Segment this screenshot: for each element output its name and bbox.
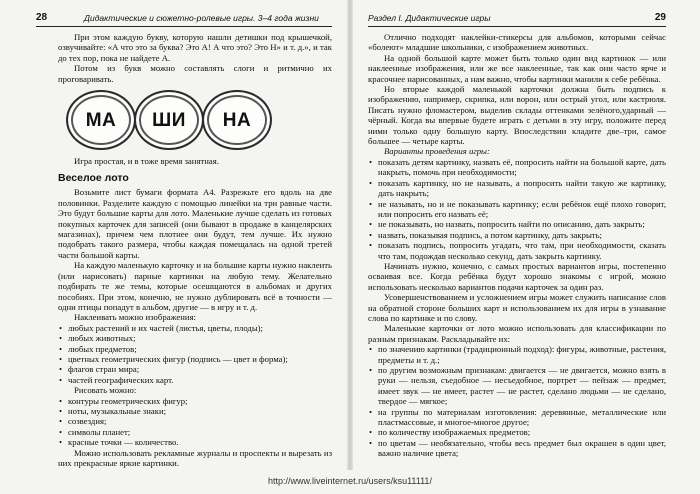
left-page xyxy=(0,0,348,470)
syllable-cap xyxy=(134,90,204,150)
variants-list xyxy=(368,157,666,261)
source-watermark: http://www.liveinternet.ru/users/ksu11111/ xyxy=(268,476,432,486)
list-item: • флагов стран мира; xyxy=(58,364,332,374)
syllable-cap xyxy=(202,90,272,150)
paragraph: При этом каждую букву, которую нашли детишки под крышечкой, озвучивайте: «А что это за буква? Это А! А что это? Это Н» и т. д.», и так до тех пор, пока не найдете А. xyxy=(58,32,332,63)
paragraph: Потом из букв можно составлять слоги и ритмично их проговаривать. xyxy=(58,63,332,84)
right-page-content xyxy=(368,32,666,459)
right-page-header xyxy=(368,12,666,27)
list-item: • любых растений и их частей (листья, цветы, плоды); xyxy=(58,323,332,333)
paragraph: Рисовать можно: xyxy=(74,385,137,396)
paragraph: На каждую маленькую карточку и на большие карты нужно наклеить (или нарисовать) парные картинки на любую тему. Желательно подбирать те же темы, которые осешщаются в альбомах и других пособиях. При этом, конечно, не нужно дублировать всё в точности — одни птицы попадут в альбом, другие — в игру и т. д. xyxy=(58,260,332,312)
list-item: • контуры геометрических фигур; xyxy=(58,396,332,406)
running-title-left: Дидактические и сюжетно-ролевые игры. 3–4 года жизни xyxy=(84,13,319,23)
list-item: • не называть, но и не показывать картинку; если ребёнок ещё плохо говорит, или попросить его назвать её; xyxy=(368,199,666,220)
list-item: • любых предметов; xyxy=(58,344,332,354)
list-item: • символы планет; xyxy=(58,427,332,437)
variants-title: Варианты проведения игры: xyxy=(384,146,490,157)
paragraph: Но вторые каждой маленькой карточки должна быть подпись к изображению, например, скрипка, или ворон, или острый угол, или кастрюля. Писать нужно фломастером, выделив склады оттенками зелёного,ударный — чёрный. Когда вы впервые будете играть с детьми в эту игру, положите перед ними только одну большую карту. Впоследствии кладите две–три, самое большее — четыре карты. xyxy=(368,84,666,147)
syllable-text: НА xyxy=(222,110,252,132)
page-number-left: 28 xyxy=(36,12,48,23)
list-item: • красные точки — количество. xyxy=(58,437,332,447)
paragraph: Можно использовать рекламные журналы и проспекты и вырезать из них прекрасные яркие картинки. xyxy=(58,447,332,468)
list-item: • цветных геометрических фигур (подпись — цвет и форма); xyxy=(58,354,332,364)
left-page-header xyxy=(36,12,332,27)
list-item: • ноты, музыкальные знаки; xyxy=(58,406,332,416)
classify-list xyxy=(368,344,666,458)
paragraph: Начинать нужно, конечно, с самых простых вариантов игры, постепенно осваивая все. Когда ребёнка будут хорошо знакомы с игрой, можно использовать несколько вариантов подачи карточек за один раз. xyxy=(368,260,666,292)
syllable-text: МА xyxy=(85,110,117,132)
list-item: • по значению картинки (традиционный подход): фигуры, животные, растения, предметы и т. д.; xyxy=(368,344,666,365)
list-item: • показать подпись, попросить угадать, что там, при необходимости, сказать что там, подождав несколько секунд, дать закрыть картинку. xyxy=(368,240,666,261)
list-item: • не показывать, но назвать, попросить найти по описанию, дать закрыть; xyxy=(368,219,666,229)
draw-list xyxy=(58,396,332,448)
syllable-caps-illustration xyxy=(58,88,332,150)
paragraph: Маленькие карточки от лото можно использовать для классификации по разным признакам. Раскладывайте их: xyxy=(368,323,666,344)
list-item: • частей географических карт. xyxy=(58,375,332,385)
paragraph: На одной большой карте может быть только один вид картинок — или наклеенные изображения, или же все наклеенные, так как они часто ярче и красочнее нарисованных, а нам важно, чтобы картинки манили к себе ребёнка. xyxy=(368,52,666,84)
paragraph: Усовершенствованием и усложнением игры может служить написание слов на обратной стороне больших карт и использованием их для игры в узнавание слова по картинке и по слову. xyxy=(368,292,666,323)
right-page xyxy=(352,0,700,470)
section-title: Веселое лото xyxy=(58,172,129,185)
list-item: • созвездия; xyxy=(58,416,332,426)
paragraph: Игра простая, и в тоже время занятная. xyxy=(74,156,219,167)
left-page-content xyxy=(58,32,332,468)
list-item: • показать картинку, но не называть, а попросить найти такую же картинку, дать накрыть; xyxy=(368,178,666,199)
list-item: • назвать, показывая подпись, а потом картинку, дать закрыть; xyxy=(368,230,666,240)
syllable-cap xyxy=(66,90,136,150)
page-number-right: 29 xyxy=(654,12,666,23)
syllable-text: ШИ xyxy=(152,110,186,132)
list-item: • любых животных; xyxy=(58,333,332,343)
running-title-right: Раздел I. Дидактические игры xyxy=(368,13,491,23)
paragraph: Возьмите лист бумаги формата А4. Разрежьте его вдоль на две половинки. Разделите каждую с помощью линейки на три равные части. Это будут большие карты для лото. Маленькие лучше сделать из готовых покупных карточек для записей (они бывают в продаже в канцелярских магазинах), причем чем плотнее они будут, тем лучше. Их нужно подобрать такого размера, чтобы каждая помещалась на одной третей части большой карты. xyxy=(58,187,332,260)
list-item: • по другим возможным признакам: двигается — не двигается, можно взять в руки — нельзя, съедобное — несъедобное, портрет — пейзаж — предмет, имеет звук — не имеет, растет — не растет, сделано людьми — не сделано, твердое — мягкое; xyxy=(368,365,666,407)
paragraph: Наклеивать можно изображения: xyxy=(74,312,196,323)
list-item: • на группы по материалам изготовления: деревянные, металлические или пластмассовые, и многое-многое другое; xyxy=(368,407,666,428)
paragraph: Отлично подходят наклейки-стикерсы для альбомов, которыми сейчас «болеют» младшие школьники, с изображением животных. xyxy=(368,32,666,53)
stick-list xyxy=(58,323,332,385)
list-item: • по цветам — необязательно, чтобы весь предмет был окрашен в один цвет, важно наличие цвета; xyxy=(368,438,666,459)
list-item: • показать детям картинку, назвать её, попросить найти на большой карте, дать накрыть, помочь при необходимости; xyxy=(368,157,666,178)
list-item: • по количеству изображаемых предметов; xyxy=(368,427,666,437)
